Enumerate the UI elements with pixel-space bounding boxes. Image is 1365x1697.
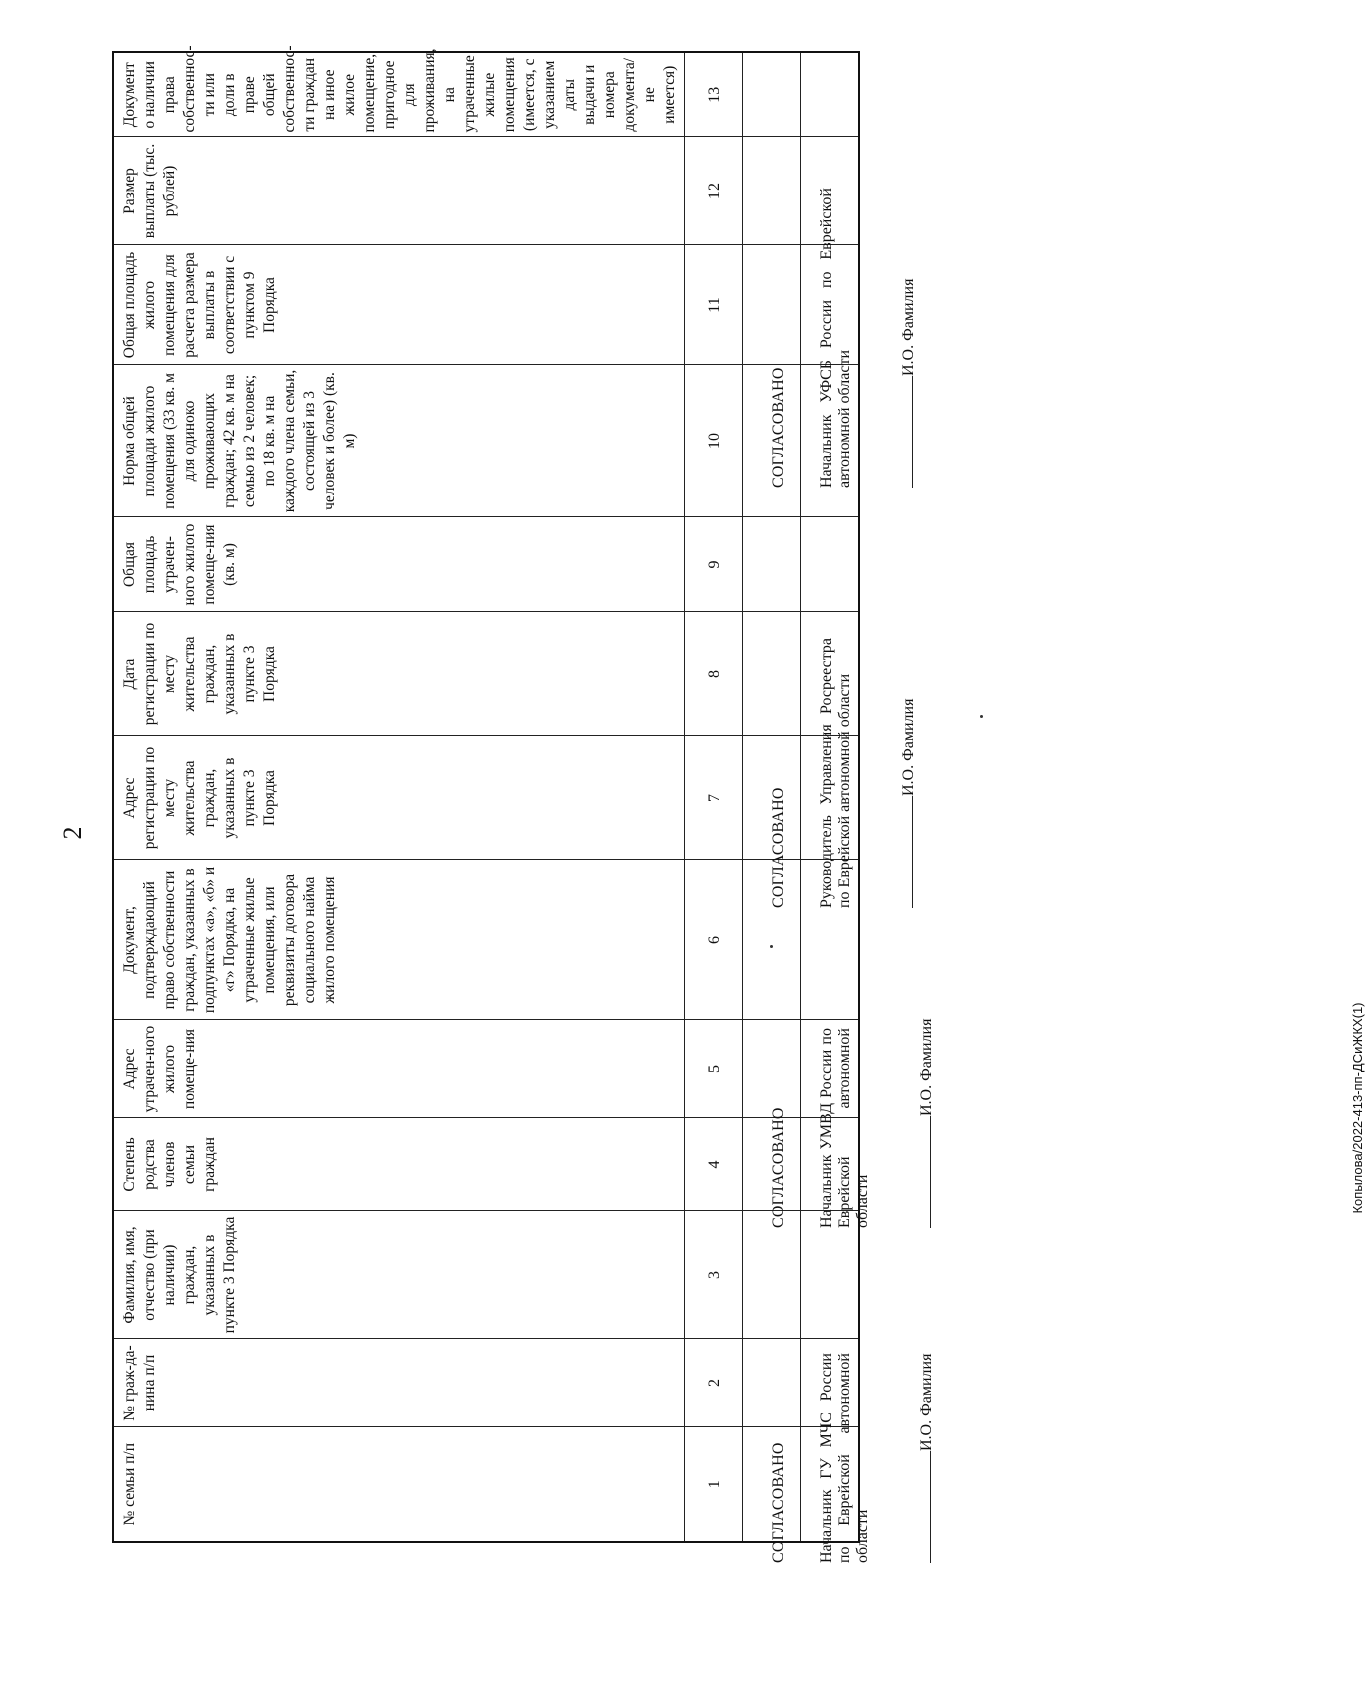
- approval-signature: И.О. Фамилия: [898, 638, 918, 908]
- approval-organization: Руководитель Управления Росреестра по Еврейской автономной области: [818, 638, 853, 908]
- rotated-page-content: [0, 45, 1100, 1648]
- header-cell: Документ, подтверждающий право собственности граждан, указанных в подпунктах «а», «б» и «г» Порядка, на утраченные жилые помещения, или реквизиты договора социального найма жилого помещения: [113, 860, 685, 1020]
- approval-organization: Начальник ГУ МЧС России по Еврейской автономной области: [818, 1353, 871, 1563]
- approval-title: СОГЛАСОВАНО: [770, 787, 787, 908]
- column-number: 11: [685, 245, 743, 365]
- column-number: 9: [685, 517, 743, 612]
- data-table: [112, 45, 860, 1543]
- column-number: 8: [685, 612, 743, 736]
- approval-signature: И.О. Фамилия: [898, 188, 918, 488]
- approval-block-mchs: [770, 1353, 936, 1563]
- approval-title: СОГЛАСОВАНО: [770, 1107, 787, 1228]
- signature-line: [898, 376, 913, 488]
- column-number: 6: [685, 860, 743, 1020]
- header-cell: Документ о наличии права собственнос-ти или доли в праве общей собственнос-ти граждан на иное жилое помещение, пригодное для проживания, на утраченные жилые помещения (имеется, с указанием даты выдачи и номера документа/ не имеется): [113, 52, 685, 137]
- page-number: 2: [58, 826, 87, 840]
- column-number: 13: [685, 52, 743, 137]
- column-number: 12: [685, 137, 743, 245]
- column-number: 3: [685, 1211, 743, 1339]
- column-number: 4: [685, 1118, 743, 1211]
- approval-signature: И.О. Фамилия: [916, 1028, 936, 1228]
- header-cell: Размер выплаты (тыс. рублей): [113, 137, 685, 245]
- document-code: Копылова/2022-413-пп-ДСиЖКХ(1): [1350, 1002, 1365, 1214]
- approval-block-rosreestr: [770, 638, 918, 908]
- approval-title: СОГЛАСОВАНО: [770, 367, 787, 488]
- header-cell: № семьи п/п: [113, 1427, 685, 1542]
- header-cell: Адрес регистрации по месту жительства граждан, указанных в пункте 3 Порядка: [113, 736, 685, 860]
- signature-line: [898, 796, 913, 908]
- header-cell: № граж-да-нина п/п: [113, 1339, 685, 1427]
- header-cell: Адрес утрачен-ного жилого помеще-ния: [113, 1020, 685, 1118]
- column-number: 10: [685, 365, 743, 517]
- header-cell: Норма общей площади жилого помещения (33 кв. м для одиноко проживающих граждан; 42 кв. м на семью из 2 человек; по 18 кв. м на каждого члена семьи, состоящей из 3 человек и более) (кв. м): [113, 365, 685, 517]
- header-cell: Дата регистрации по месту жительства граждан, указанных в пункте 3 Порядка: [113, 612, 685, 736]
- approval-block-ufsb: [770, 188, 918, 488]
- signature-line: [916, 1116, 931, 1228]
- header-cell: Степень родства членов семьи граждан: [113, 1118, 685, 1211]
- scan-speck: [770, 945, 773, 948]
- approval-signature: И.О. Фамилия: [916, 1353, 936, 1563]
- scan-speck: [980, 715, 983, 718]
- header-row: [113, 52, 685, 1542]
- column-number: 2: [685, 1339, 743, 1427]
- column-number: 7: [685, 736, 743, 860]
- header-cell: Общая площадь жилого помещения для расчета размера выплаты в соответствии с пунктом 9 Порядка: [113, 245, 685, 365]
- header-cell: Фамилия, имя, отчество (при наличии) граждан, указанных в пункте 3 Порядка: [113, 1211, 685, 1339]
- approval-organization: Начальник УМВД России по Еврейской автономной области: [818, 1028, 871, 1228]
- column-number: 1: [685, 1427, 743, 1542]
- header-cell: Общая площадь утрачен-ного жилого помеще-ния (кв. м): [113, 517, 685, 612]
- approval-title: СОГЛАСОВАНО: [770, 1442, 787, 1563]
- approval-organization: Начальник УФСБ России по Еврейской автономной области: [818, 188, 853, 488]
- column-number: 5: [685, 1020, 743, 1118]
- column-number-row: [685, 52, 743, 1542]
- approval-block-umvd: [770, 1018, 936, 1228]
- signature-line: [916, 1451, 931, 1563]
